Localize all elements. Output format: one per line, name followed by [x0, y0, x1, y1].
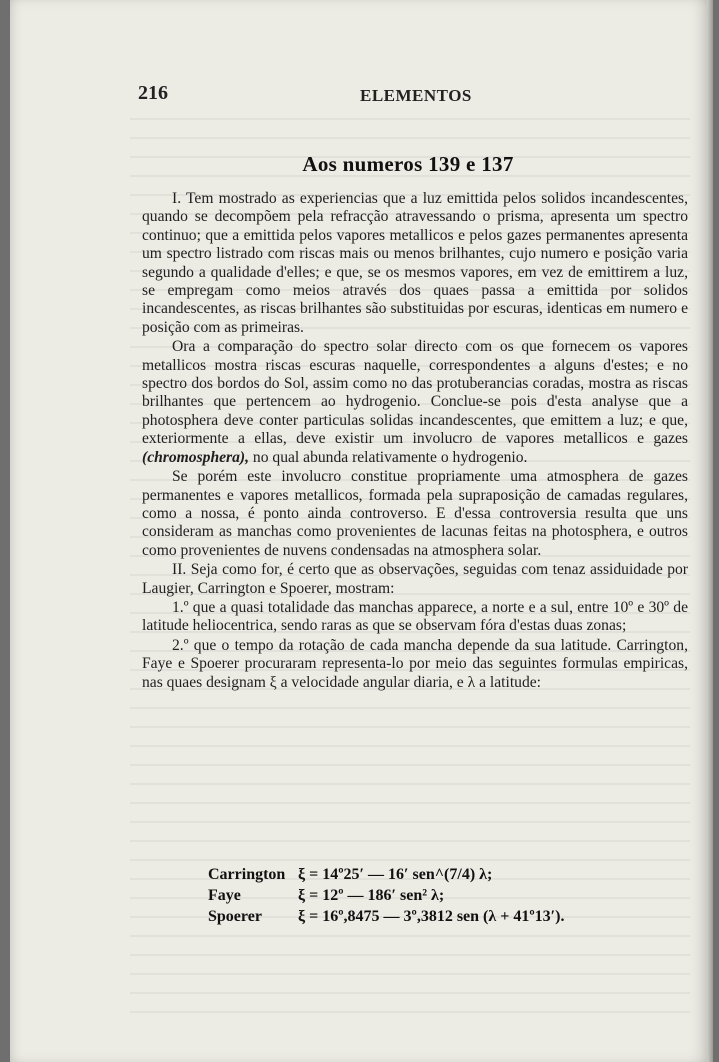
paragraph-3: Se porém este involucro constitue propriamente uma atmosphera de gazes permanentes e vapores metallicos, formada pela supraposição de camadas regulares, como a nossa, é ponto ainda controverso. E d'essa controversia resulta que uns consideram as manchas como provenientes de lacunas feitas na photosphera, e outros como provenientes de nuvens condensadas na atmosphera solar. [142, 468, 688, 559]
formula-row [208, 866, 668, 887]
formula-expression: ξ = 12º — 186′ sen² λ; [298, 887, 445, 904]
formula-author: Spoerer [208, 908, 262, 925]
paragraph-2-tail: no qual abunda relativamente o hydrogenio. [252, 448, 528, 466]
formula-row [208, 908, 668, 929]
page-number: 216 [138, 82, 168, 104]
paragraph-2 [142, 338, 688, 467]
paragraph-6: 2.º que o tempo da rotação de cada mancha depende da sua latitude. Carrington, Faye e Spoerer procuraram representa-lo por meio das seguintes formulas empiricas, nas quaes designam ξ a velocidade angular diaria, e λ a latitude: [142, 636, 688, 691]
paragraph-2-main: Ora a comparação do spectro solar directo com os que fornecem os vapores metallicos mostra riscas escuras naquelle, correspondentes a alguns d'estes; e no spectro dos bordos do Sol, assim como no das protuberancias coradas, mostra as riscas brilhantes que pertencem ao hydrogenio. Conclue-se pois d'esta analyse que a photosphera deve conter particulas solidas incandescentes, que emittem a luz; e que, exteriormente a ellas, deve existir um involucro de vapores metallicos e gazes [142, 338, 688, 448]
formula-row [208, 887, 668, 908]
formula-author: Faye [208, 887, 241, 904]
paragraph-1: I. Tem mostrado as experiencias que a luz emittida pelos solidos incandescentes, quando se decompõem pela refracção atravessando o prisma, apresenta um spectro continuo; que a emittida pelos vapores metallicos e pelos gazes permanentes apresenta um spectro listrado com riscas mais ou menos brilhantes, cujo numero e posição varia segundo a qualidade d'elles; e que, se os mesmos vapores, em vez de emittirem a luz, se empregam como meios através dos quaes passa a emittida por solidos incandescentes, as riscas brilhantes são substituidas por escuras, identicas em numero e posição com as primeiras. [142, 190, 688, 336]
section-title: Aos numeros 139 e 137 [302, 152, 514, 176]
formula-block [208, 866, 668, 929]
formula-expression: ξ = 14º25′ — 16′ sen^(7/4) λ; [298, 866, 493, 883]
formula-expression: ξ = 16º,8475 — 3º,3812 sen (λ + 41º13′). [298, 908, 565, 925]
formula-author: Carrington [208, 866, 286, 883]
page-edge [707, 0, 713, 1062]
running-head: ELEMENTOS [360, 86, 472, 105]
book-page [10, 0, 713, 1062]
body-text [142, 190, 688, 693]
chromosphera-term: (chromosphera), [142, 448, 249, 466]
paragraph-5: 1.º que a quasi totalidade das manchas apparece, a norte e a sul, entre 10º e 30º de latitude heliocentrica, sendo raras as que se observam fóra d'estas duas zonas; [142, 598, 688, 635]
paragraph-4: II. Seja como for, é certo que as observações, seguidas com tenaz assiduidade por Laugier, Carrington e Spoerer, mostram: [142, 561, 688, 597]
page-header [138, 82, 678, 110]
